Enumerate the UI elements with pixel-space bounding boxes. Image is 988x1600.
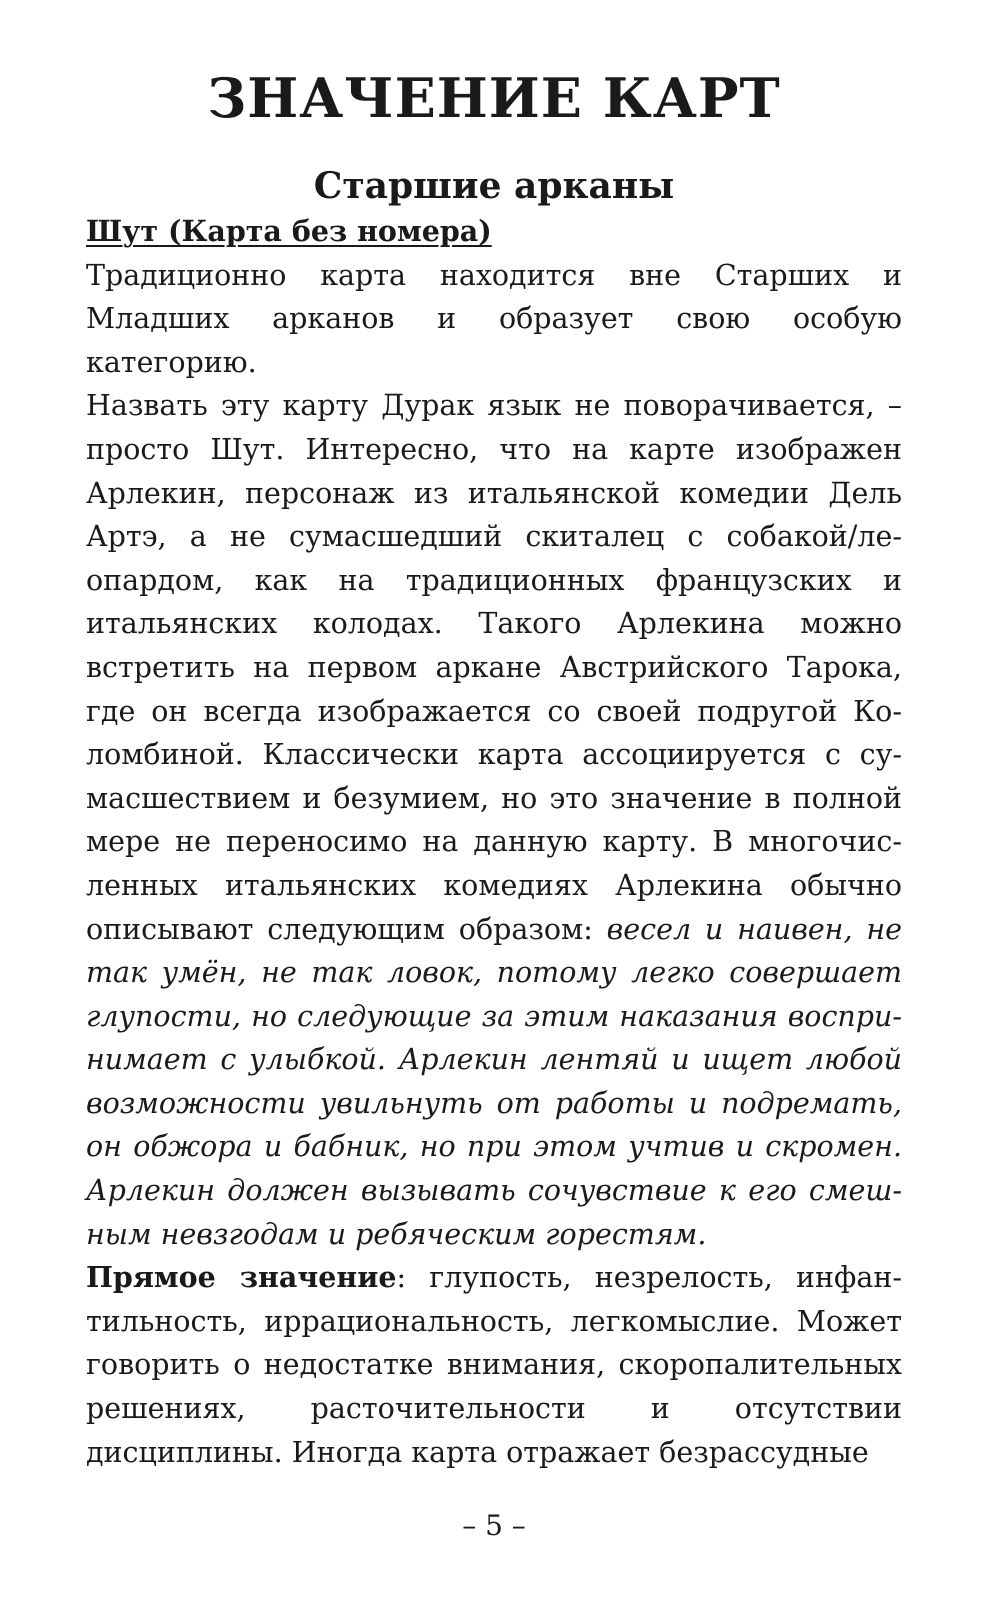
paragraph-intro: Традиционно карта находится вне Старших и Младших арканов и образует свою особую категорию. xyxy=(86,258,902,379)
body-text xyxy=(86,210,902,1474)
paragraph-description xyxy=(86,384,902,1256)
card-heading: Шут (Карта без номера) xyxy=(86,214,492,248)
upright-label: Прямое значение xyxy=(86,1260,397,1295)
page-number: – 5 – xyxy=(462,1509,526,1542)
description-quote: весел и наивен, не так умён, не так ловок, потому легко совершает глупости, но следующие за этим наказания воспринимает с улыбкой. Арлекин лентяй и ищет любой возможности увильнуть от работы и подремать, он обжора и бабник, но при этом учтив и скромен. Арлекин должен вызывать сочувствие к его смешным невзгодам и ребяческим горестям. xyxy=(86,912,902,1251)
upright-text: : глупость, незрелость, инфантильность, иррациональность, легкомыслие. Может говорить о недостатке внимания, скоропалительных решениях, расточительности и отсутствии дисциплины. Иногда карта отражает безрассудные xyxy=(86,1261,902,1469)
page-title: ЗНАЧЕНИЕ КАРТ xyxy=(207,66,781,130)
paragraph-upright-meaning xyxy=(86,1256,902,1474)
description-text: Назвать эту карту Дурак язык не поворачивается, – просто Шут. Интересно, что на карте изображен Арлекин, персонаж из итальянской комедии Дель Артэ, а не сумасшедший скиталец с собакой/леопардом, как на традиционных французских и итальянских колодах. Такого Арлекина можно встретить на первом аркане Австрийского Тарока, где он всегда изображается со своей подругой Коломбиной. Классически карта ассоциируется с сумасшествием и безумием, но это значение в полной мере не переносимо на данную карту. В многочисленных итальянских комедиях Арлекина обычно описывают следующим образом: xyxy=(86,389,902,946)
section-title: Старшие арканы xyxy=(313,165,675,207)
